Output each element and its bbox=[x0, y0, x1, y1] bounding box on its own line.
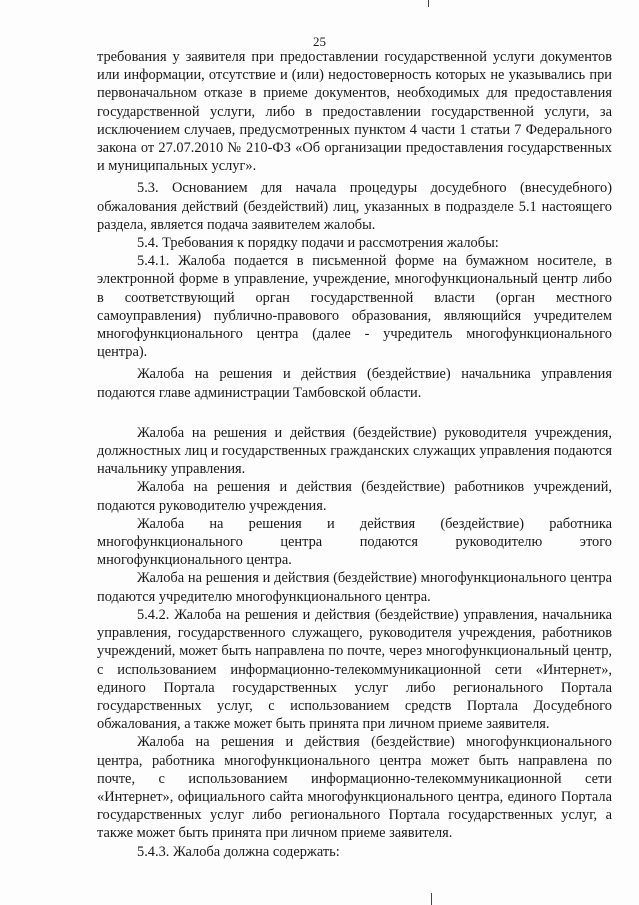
scan-mark-bottom bbox=[431, 893, 432, 905]
paragraph-complaint-mfc-worker: Жалоба на решения и действия (бездействие) работника многофункционального центра подаются руководителю этого многофункционального центра. bbox=[97, 515, 612, 569]
paragraph-complaint-institution-workers: Жалоба на решения и действия (бездействие) работников учреждений, подаются руководителю учреждения. bbox=[97, 479, 612, 514]
paragraph-complaint-mfc-channels: Жалоба на решения и действия (бездействие) многофункционального центра, работника многофункционального центра может быть направлена по почте, с использованием информационно-телекоммуникационной сети «Интернет», официального сайта многофункционального центра, единого Портала государственных услуг либо регионального Портала государственных услуг, а также может быть принята при личном приеме заявителя. bbox=[97, 734, 612, 842]
paragraph-5-4-2: 5.4.2. Жалоба на решения и действия (бездействие) управления, начальника управления, государственного служащего, руководителя учреждения, работников учреждений, может быть направлена по почте, через многофункциональный центр, с использованием информационно-телекоммуникационной сети «Интернет», единого Портала государственных услуг либо регионального Портала государственных услуг, с использованием средств Портала Досудебного обжалования, а также может быть принята при личном приеме заявителя. bbox=[97, 606, 612, 733]
paragraph-5-4: 5.4. Требования к порядку подачи и рассмотрения жалобы: bbox=[137, 235, 499, 252]
paragraph-complaint-mfc: Жалоба на решения и действия (бездействие) многофункционального центра подаются учредителю многофункционального центра. bbox=[97, 570, 612, 605]
paragraph-5-4-1: 5.4.1. Жалоба подается в письменной форме на бумажном носителе, в электронной форме в управление, учреждение, многофункциональный центр либо в соответствующий орган государственной власти (орган местного самоуправления) публично-правового образования, являющийся учредителем многофункционального центра (далее - учредитель многофункционального центра). bbox=[97, 253, 612, 361]
page-number: 25 bbox=[313, 34, 326, 49]
scan-mark-top bbox=[428, 0, 429, 7]
paragraph-requirements-continuation: требования у заявителя при предоставлении государственной услуги документов или информации, отсутствие и (или) недостоверность которых не указывались при первоначальном отказе в приеме документов, необходимых для предоставления государственной услуги, либо в предоставлении государственной услуги, за исключением случаев, предусмотренных пунктом 4 части 1 статьи 7 Федерального закона от 27.07.2010 № 210-ФЗ «Об организации предоставления государственных и муниципальных услуг». bbox=[97, 49, 612, 175]
paragraph-complaint-head-of-department: Жалоба на решения и действия (бездействие) начальника управления подаются главе администрации Тамбовской области. bbox=[97, 366, 612, 401]
paragraph-5-3: 5.3. Основанием для начала процедуры досудебного (внесудебного) обжалования действий (бездействий) лиц, указанных в подразделе 5.1 настоящего раздела, является подача заявителем жалобы. bbox=[97, 180, 612, 233]
document-body bbox=[97, 48, 612, 861]
paragraph-complaint-head-of-institution: Жалоба на решения и действия (бездействие) руководителя учреждения, должностных лиц и государственных гражданских служащих управления подаются начальнику управления. bbox=[97, 424, 612, 478]
paragraph-5-4-3: 5.4.3. Жалоба должна содержать: bbox=[137, 843, 340, 860]
